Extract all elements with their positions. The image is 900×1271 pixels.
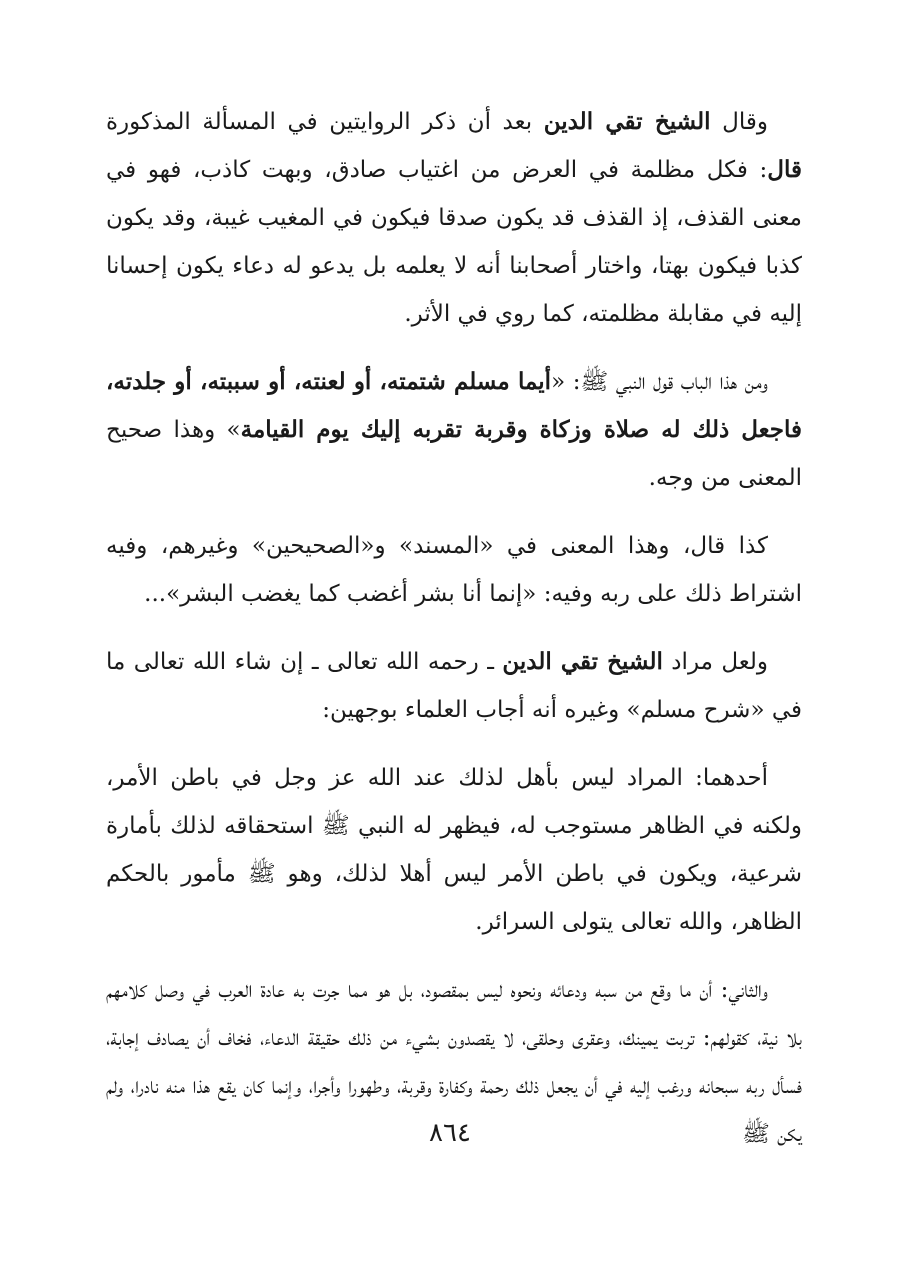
text-segment: ولعل مراد (662, 649, 768, 675)
bold-text-segment: الشيخ تقي الدين (543, 108, 711, 135)
text-segment: » وهذا صحيح المعنى من وجه. (106, 417, 802, 491)
bold-text-segment: قال (767, 156, 802, 183)
paragraph (106, 522, 802, 618)
paragraph (106, 98, 802, 338)
text-segment: وقال (710, 109, 768, 135)
bold-text-segment: أيما مسلم شتمته، أو لعنته، أو سببته، أو جلدته، فاجعل ذلك له صلاة وزكاة وقربة تقربه إليك يوم القيامة (106, 368, 802, 443)
text-segment: ـ رحمه الله تعالى ـ إن شاء الله تعالى ما في «شرح مسلم» وغيره أنه أجاب العلماء بوجهين: (106, 649, 802, 723)
text-segment: أحدهما: المراد ليس بأهل لذلك عند الله عز وجل في باطن الأمر، ولكنه في الظاهر مستوجب له، فيظهر له النبي ﷺ استحقاقه لذلك بأمارة شرعية، ويكون في باطن الأمر ليس أهلا لذلك، وهو ﷺ مأمور بالحكم الظاهر، والله تعالى يتولى السرائر. (106, 765, 802, 935)
text-segment: بعد أن ذكر الروايتين في المسألة المذكورة (106, 109, 544, 135)
paragraph (106, 754, 802, 946)
text-segment: والثاني: أن ما وقع من سبه ودعائه ونحوه ليس بمقصود، بل هو مما جرت به عادة العرب في وصل كلامهم بلا نية، كقولهم: تربت يمينك، وعقرى وحلقى، لا يقصدون بشيء من ذلك حقيقة الدعاء، فخاف أن يصادف إجابة، فسأل ربه سبحانه ورغب إليه في أن يجعل ذلك رحمة وكفارة وقربة، وطهورا وأجرا، وإنما كان يقع هذا منه نادرا، ولم يكن ﷺ (106, 977, 802, 1147)
page-text-block (106, 98, 802, 1178)
page-number: ٨٦٤ (429, 1118, 471, 1148)
bold-text-segment: الشيخ تقي الدين (502, 648, 663, 675)
text-segment: : فكل مظلمة في العرض من اغتياب صادق، وبهت كاذب، فهو في معنى القذف، إذ القذف قد يكون صدقا فيكون في المغيب غيبة، وقد يكون كذبا فيكون بهتا، واختار أصحابنا أنه لا يعلمه بل يدعو له دعاء يكون إحسانا إليه في مقابلة مظلمته، كما روي في الأثر. (106, 157, 802, 327)
text-segment: كذا قال، وهذا المعنى في «المسند» و«الصحيحين» وغيرهم، وفيه اشتراط ذلك على ربه وفيه: «إنما أنا بشر أغضب كما يغضب البشر»... (106, 533, 802, 607)
paragraph (106, 638, 802, 734)
paragraph (106, 358, 802, 502)
text-segment: ومن هذا الباب قول النبي ﷺ: « (551, 369, 768, 395)
